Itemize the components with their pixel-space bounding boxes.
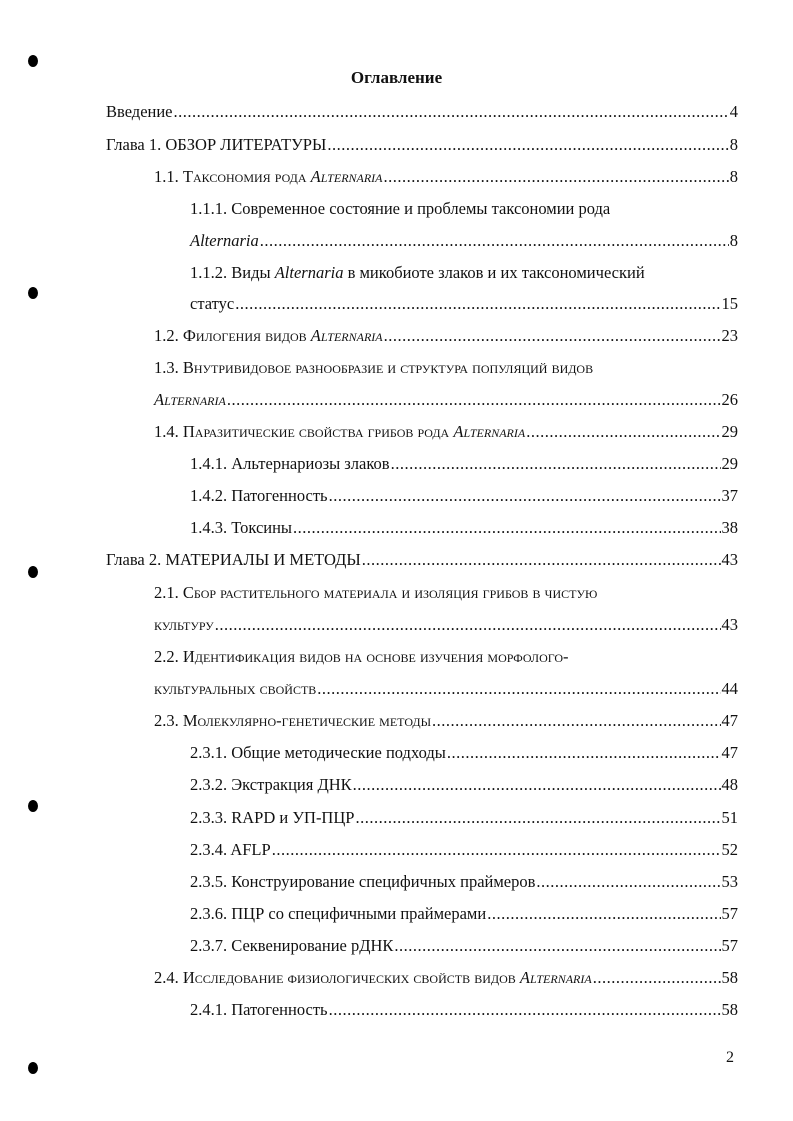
toc-page-number: 15	[721, 294, 738, 313]
toc-label: 2.4.1. Патогенность	[190, 1000, 328, 1019]
toc-label: 1.4.1. Альтернариозы злаков	[190, 454, 390, 473]
toc-label: Alternaria	[154, 390, 226, 409]
toc-label: 2.3.5. Конструирование специфичных праймеров	[190, 872, 536, 891]
toc-entry-2-3-6	[190, 902, 738, 926]
toc-label: 1.2. Филогения видов Alternaria	[154, 326, 383, 345]
toc-page-number: 29	[721, 454, 738, 473]
toc-label: 1.4.2. Патогенность	[190, 486, 328, 505]
toc-page-number: 53	[721, 872, 738, 891]
toc-entry-2-1-line2	[154, 613, 738, 637]
dot-leader	[353, 773, 721, 797]
dot-leader	[487, 902, 720, 926]
toc-entry-chapter-2	[106, 548, 738, 572]
toc-entry-introduction	[106, 100, 738, 124]
toc-label: культуру	[154, 615, 214, 634]
toc-entry-2-2-line1	[154, 645, 738, 669]
toc-entry-2-4-1	[190, 998, 738, 1022]
toc-page-number: 51	[721, 808, 738, 827]
toc-label: 2.3.6. ПЦР со специфичными праймерами	[190, 904, 487, 923]
toc-page-number: 37	[721, 486, 738, 505]
toc-label: 2.3. Молекулярно-генетические методы	[154, 711, 432, 730]
dot-leader	[329, 998, 721, 1022]
toc-entry-1-1-1-line1	[190, 197, 738, 221]
toc-label: 1.4.3. Токсины	[190, 518, 293, 537]
toc-label: 2.3.1. Общие методические подходы	[190, 743, 446, 762]
dot-leader	[317, 677, 720, 701]
dot-leader	[272, 838, 721, 862]
toc-entry-2-2-line2	[154, 677, 738, 701]
dot-leader	[526, 420, 720, 444]
toc-page-number: 58	[721, 1000, 738, 1019]
dot-leader	[384, 165, 729, 189]
toc-entry-2-3-5	[190, 870, 738, 894]
toc-label: 2.3.4. AFLP	[190, 840, 271, 859]
toc-page-number: 48	[721, 775, 738, 794]
toc-entry-2-3	[154, 709, 738, 733]
toc-entry-2-3-2	[190, 773, 738, 797]
dot-leader	[355, 806, 720, 830]
dot-leader	[215, 613, 721, 637]
toc-page-number: 57	[721, 904, 738, 923]
toc-entry-1-4	[154, 420, 738, 444]
toc-entry-2-3-4	[190, 838, 738, 862]
toc-entry-1-3-line2	[154, 388, 738, 412]
dot-leader	[174, 100, 729, 124]
toc-label: 1.1. Таксономия рода Alternaria	[154, 167, 383, 186]
toc-page-number: 47	[721, 711, 738, 730]
toc-label: 1.4. Паразитические свойства грибов рода Alternaria	[154, 422, 526, 441]
toc-label: 2.4. Исследование физиологических свойств видов Alternaria	[154, 968, 592, 987]
toc-entry-1-4-1	[190, 452, 738, 476]
toc-entry-1-1-1-line2	[190, 229, 738, 253]
toc-label: 2.3.3. RAPD и УП-ПЦР	[190, 808, 355, 827]
toc-page-number: 29	[721, 422, 738, 441]
dot-leader	[227, 388, 721, 412]
toc-page-number: 8	[729, 135, 738, 154]
dot-leader	[293, 516, 720, 540]
dot-leader	[235, 292, 720, 316]
toc-page-number: 43	[721, 550, 738, 569]
toc-entry-1-4-3	[190, 516, 738, 540]
dot-leader	[394, 934, 720, 958]
toc-label: 2.3.2. Экстракция ДНК	[190, 775, 352, 794]
toc-page-number: 52	[721, 840, 738, 859]
toc-label: Глава 2. МАТЕРИАЛЫ И МЕТОДЫ	[106, 550, 361, 569]
dot-leader	[327, 133, 728, 157]
toc-entry-1-1-2-line2	[190, 292, 738, 316]
toc-label: 2.3.7. Секвенирование рДНК	[190, 936, 394, 955]
toc-entry-2-3-1	[190, 741, 738, 765]
dot-leader	[593, 966, 721, 990]
toc-entry-1-4-2	[190, 484, 738, 508]
toc-label: 1.1.1. Современное состояние и проблемы таксономии рода	[190, 199, 611, 218]
binder-hole-mark	[28, 566, 38, 578]
toc-entry-2-4	[154, 966, 738, 990]
dot-leader	[432, 709, 720, 733]
toc-page-number: 23	[721, 326, 738, 345]
dot-leader	[391, 452, 721, 476]
toc-page-number: 47	[721, 743, 738, 762]
toc-page-number: 26	[721, 390, 738, 409]
toc-page-number: 44	[721, 679, 738, 698]
toc-page-number: 4	[729, 102, 738, 121]
binder-hole-mark	[28, 800, 38, 812]
toc-entry-1-3-line1	[154, 356, 738, 380]
toc-label: культуральных свойств	[154, 679, 317, 698]
binder-hole-mark	[28, 1062, 38, 1074]
binder-hole-mark	[28, 287, 38, 299]
dot-leader	[260, 229, 729, 253]
toc-entry-1-1	[154, 165, 738, 189]
toc-label: Глава 1. ОБЗОР ЛИТЕРАТУРЫ	[106, 135, 327, 154]
page-title: Оглавление	[350, 68, 443, 87]
toc-label: статус	[190, 294, 235, 313]
toc-label: 2.1. Сбор растительного материала и изоляция грибов в чистую	[154, 583, 598, 602]
toc-page-number: 58	[721, 968, 738, 987]
toc-page-number: 57	[721, 936, 738, 955]
toc-page-number: 8	[729, 231, 738, 250]
toc-page-number: 43	[721, 615, 738, 634]
toc-entry-2-3-3	[190, 806, 738, 830]
toc-entry-chapter-1	[106, 133, 738, 157]
dot-leader	[447, 741, 721, 765]
toc-label: 1.3. Внутривидовое разнообразие и структура популяций видов	[154, 358, 594, 377]
dot-leader	[384, 324, 721, 348]
dot-leader	[536, 870, 720, 894]
toc-label: Alternaria	[190, 231, 259, 250]
toc-page-number: 8	[729, 167, 738, 186]
toc-entry-2-1-line1	[154, 581, 738, 605]
dot-leader	[362, 548, 721, 572]
toc-page-number: 38	[721, 518, 738, 537]
toc-entry-2-3-7	[190, 934, 738, 958]
page-number: 2	[726, 1049, 734, 1066]
toc-label: Введение	[106, 102, 173, 121]
toc-entry-1-1-2-line1	[190, 261, 738, 285]
toc-entry-1-2	[154, 324, 738, 348]
toc-label: 2.2. Идентификация видов на основе изучения морфолого-	[154, 647, 569, 666]
dot-leader	[329, 484, 721, 508]
toc-label: 1.1.2. Виды Alternaria в микобиоте злаков и их таксономический	[190, 263, 645, 282]
